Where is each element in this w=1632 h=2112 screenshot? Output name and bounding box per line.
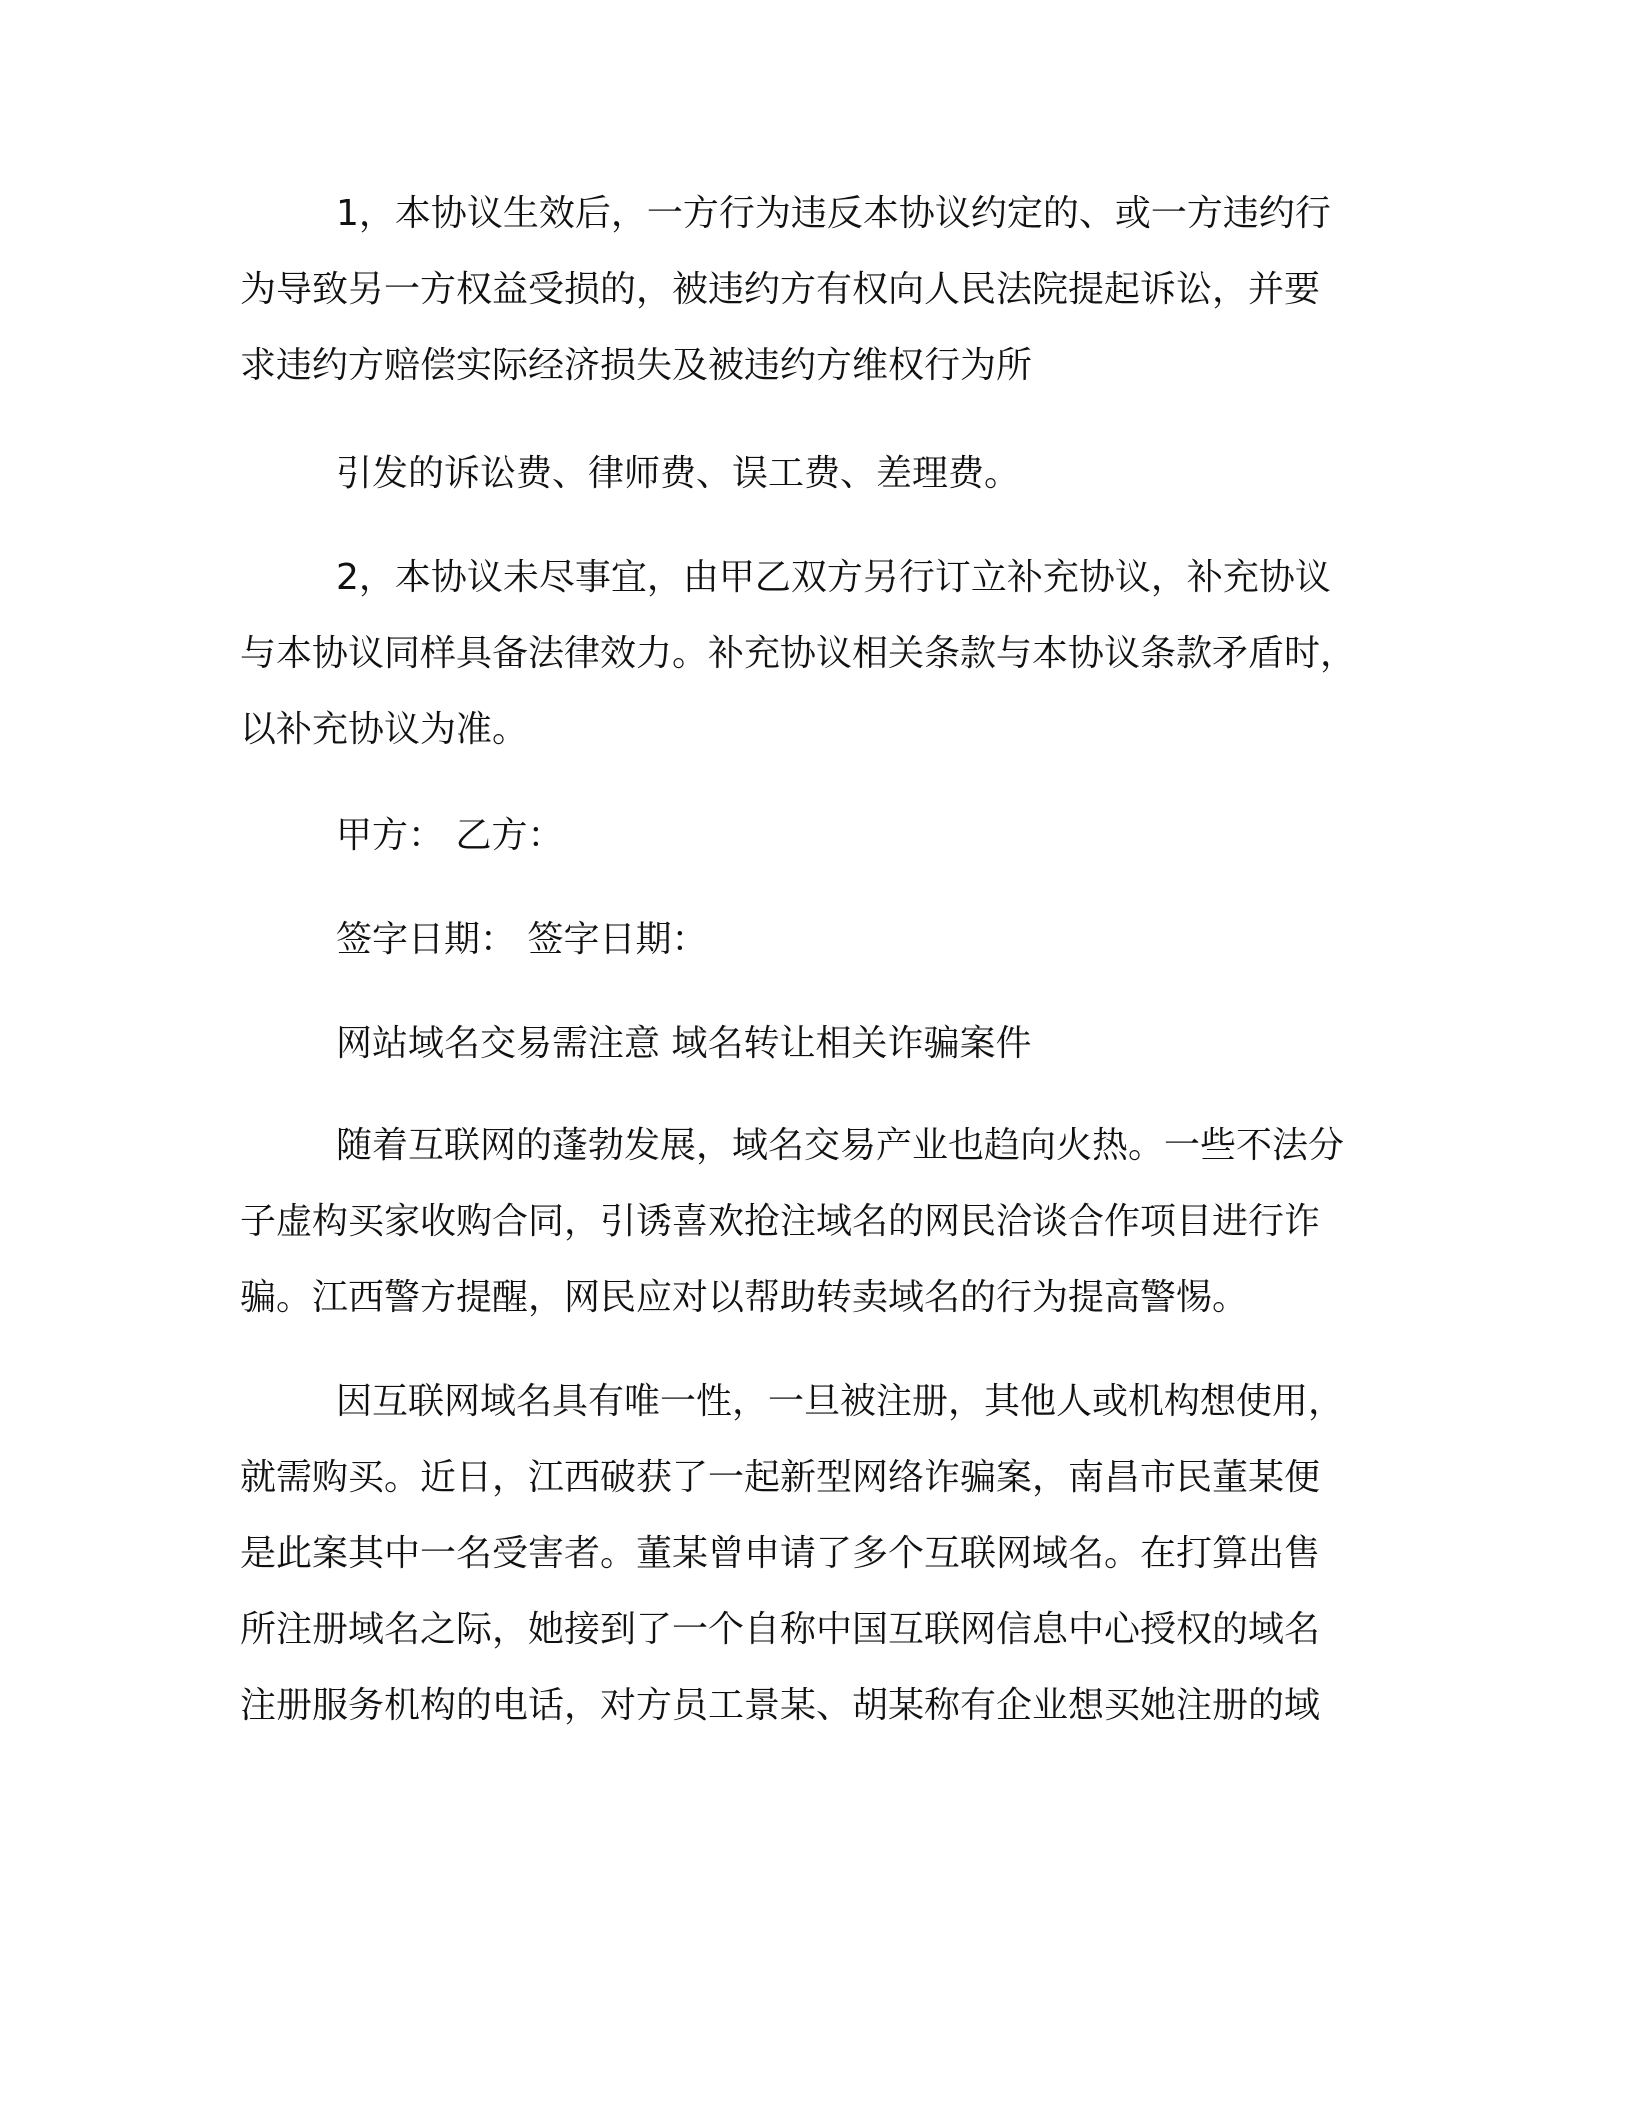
clause-2: [240, 540, 1390, 768]
article-p2-line-3: 是此案其中一名受害者。董某曾申请了多个互联网域名。在打算出售: [240, 1533, 1321, 1574]
clause-2-line-1: 2，本协议未尽事宜，由甲乙双方另行订立补充协议，补充协议: [336, 557, 1331, 598]
article-p2-line-2: 就需购买。近日，江西破获了一起新型网络诈骗案，南昌市民董某便: [240, 1457, 1321, 1498]
clause-1-line-1: 1，本协议生效后，一方行为违反本协议约定的、或一方违约行: [336, 193, 1331, 234]
article-p1-line-1: 随着互联网的蓬勃发展，域名交易产业也趋向火热。一些不法分: [336, 1125, 1345, 1166]
clause-1: [240, 176, 1390, 404]
clause-1-continuation: [240, 436, 1390, 512]
article-p1-line-2: 子虚构买家收购合同，引诱喜欢抢注域名的网民洽谈合作项目进行诈: [240, 1201, 1321, 1242]
article-p1-line-3: 骗。江西警方提醒，网民应对以帮助转卖域名的行为提高警惕。: [240, 1277, 1249, 1318]
article-title: [240, 1006, 1390, 1082]
clause-1-continuation-text: 引发的诉讼费、律师费、误工费、差理费。: [336, 453, 1021, 494]
parties-text: 甲方： 乙方：: [336, 815, 564, 856]
article-paragraph-1: [240, 1108, 1390, 1336]
clause-1-line-3: 求违约方赔偿实际经济损失及被违约方维权行为所: [240, 345, 1033, 386]
clause-2-line-3: 以补充协议为准。: [240, 709, 529, 750]
article-p2-line-1: 因互联网域名具有唯一性，一旦被注册，其他人或机构想使用，: [336, 1381, 1345, 1422]
clause-1-line-2: 为导致另一方权益受损的，被违约方有权向人民法院提起诉讼，并要: [240, 269, 1321, 310]
parties-line: [240, 798, 1390, 874]
clause-2-line-2: 与本协议同样具备法律效力。补充协议相关条款与本协议条款矛盾时，: [240, 633, 1357, 674]
article-title-text: 网站域名交易需注意 域名转让相关诈骗案件: [336, 1023, 1032, 1064]
sign-date-line: [240, 902, 1390, 978]
article-paragraph-2: [240, 1364, 1390, 1744]
article-p2-line-4: 所注册域名之际，她接到了一个自称中国互联网信息中心授权的域名: [240, 1609, 1321, 1650]
article-p2-line-5: 注册服务机构的电话，对方员工景某、胡某称有企业想买她注册的域: [240, 1685, 1321, 1726]
sign-date-text: 签字日期： 签字日期：: [336, 919, 708, 960]
